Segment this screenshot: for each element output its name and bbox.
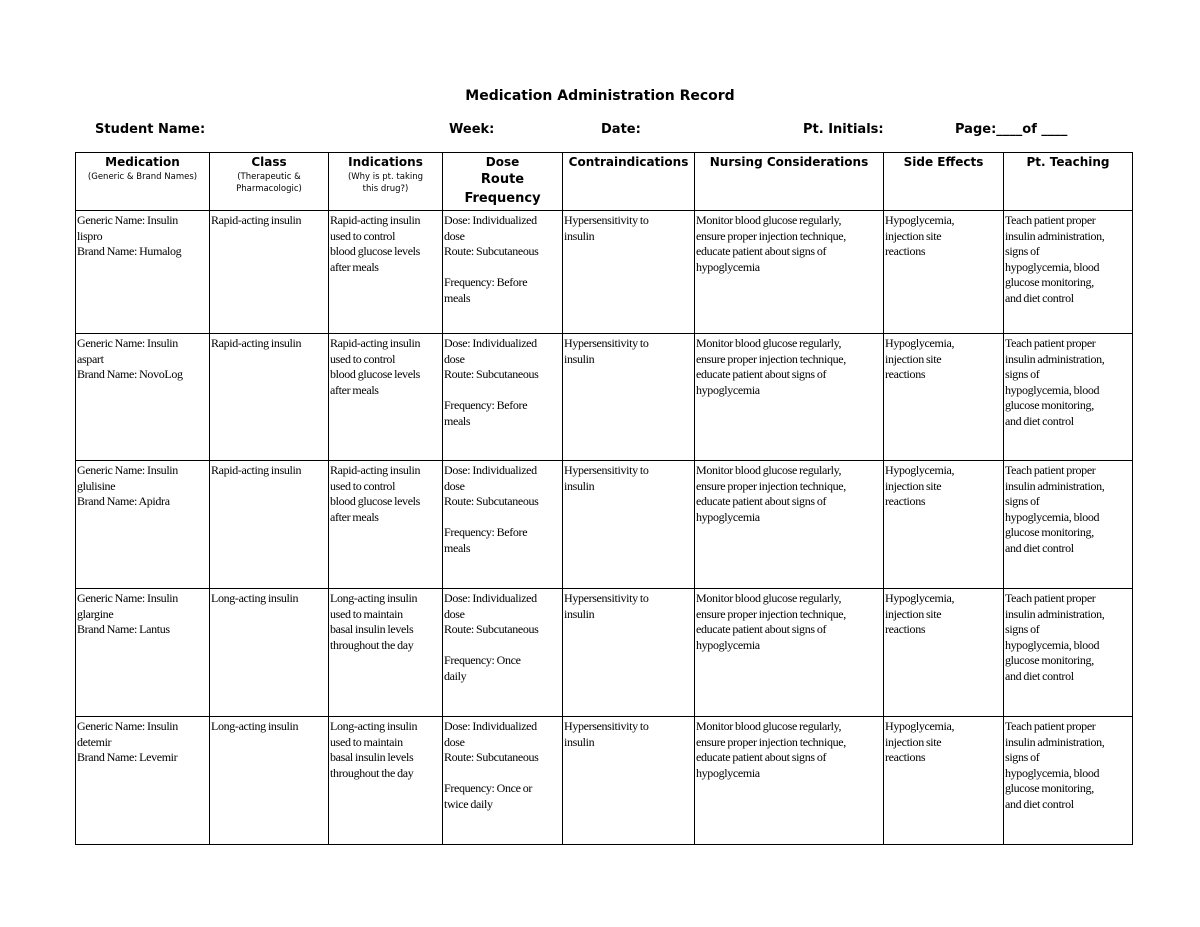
nursing-considerations-cell	[695, 211, 884, 334]
cell-text-line: Frequency: Once or	[444, 781, 532, 796]
cell-text-line: Teach patient proper	[1005, 213, 1096, 227]
cell-text-line: and diet control	[1005, 540, 1074, 555]
cell-text-line: Frequency: Before	[444, 275, 528, 290]
pt-teaching-cell	[1004, 717, 1133, 845]
cell-text-line: hypoglycemia	[696, 259, 760, 274]
cell-text-line: Generic Name: Insulin	[77, 213, 178, 227]
cell-text-line: Monitor blood glucose regularly,	[696, 213, 842, 227]
cell-text-line: after meals	[330, 382, 379, 397]
cell-text-line: ensure proper injection technique,	[696, 478, 846, 493]
pt-teaching-cell	[1004, 211, 1133, 334]
cell-text-line: Generic Name: Insulin	[77, 336, 178, 350]
student-name-label: Student Name:	[95, 122, 206, 137]
col-medication-sublabel: (Generic & Brand Names)	[87, 172, 198, 182]
cell-text-line: reactions	[885, 244, 926, 259]
cell-text-line: dose	[444, 351, 465, 366]
cell-text-line: Brand Name: NovoLog	[77, 367, 183, 382]
pt-teaching-cell	[1004, 461, 1133, 589]
cell-text-line: educate patient about signs of	[696, 750, 827, 765]
indications-cell	[329, 211, 443, 334]
cell-text-line: basal insulin levels	[330, 750, 414, 765]
contraindications-cell	[563, 334, 695, 461]
cell-text-line: hypoglycemia	[696, 509, 760, 524]
cell-text-line: insulin	[564, 734, 595, 749]
cell-text-line: Frequency: Once	[444, 653, 521, 668]
col-frequency-label: Frequency	[464, 191, 541, 206]
col-dose-header	[443, 153, 563, 211]
cell-text-line: Rapid-acting insulin	[330, 463, 421, 477]
side-effects-cell	[884, 334, 1004, 461]
cell-text-line: dose	[444, 228, 465, 243]
table-row	[76, 211, 1133, 334]
contraindications-cell	[563, 461, 695, 589]
medication-table-body	[76, 211, 1133, 845]
col-indications-sublabel: (Why is pt. taking this drug?)	[347, 172, 424, 194]
cell-text-line: Rapid-acting insulin	[211, 336, 302, 350]
cell-text-line: educate patient about signs of	[696, 367, 827, 382]
cell-text-line: and diet control	[1005, 290, 1074, 305]
cell-text-line: ensure proper injection technique,	[696, 734, 846, 749]
cell-text-line: and diet control	[1005, 413, 1074, 428]
cell-text-line: insulin administration,	[1005, 478, 1105, 493]
page-title: Medication Administration Record	[465, 88, 735, 104]
col-contraindications-header	[563, 153, 695, 211]
col-route-label: Route	[480, 172, 525, 187]
cell-text-line: Dose: Individualized	[444, 213, 537, 227]
cell-text-line: glucose monitoring,	[1005, 781, 1094, 796]
cell-text-line: Frequency: Before	[444, 398, 528, 413]
dose-cell	[443, 589, 563, 717]
col-side-effects-header	[884, 153, 1004, 211]
cell-text-line: Long-acting insulin	[330, 719, 418, 733]
table-row	[76, 717, 1133, 845]
cell-text-line: hypoglycemia, blood	[1005, 637, 1100, 652]
cell-text-line: Route: Subcutaneous	[444, 367, 539, 382]
nursing-considerations-cell	[695, 717, 884, 845]
table-row	[76, 461, 1133, 589]
cell-text-line: Brand Name: Humalog	[77, 244, 182, 259]
cell-text-line: Hypersensitivity to	[564, 719, 649, 733]
cell-text-line: educate patient about signs of	[696, 494, 827, 509]
nursing-considerations-cell	[695, 589, 884, 717]
cell-text-line: hypoglycemia, blood	[1005, 259, 1100, 274]
cell-text-line: insulin	[564, 228, 595, 243]
cell-text-line: Brand Name: Apidra	[77, 494, 170, 509]
cell-text-line: Hypersensitivity to	[564, 463, 649, 477]
cell-text-line: insulin	[564, 606, 595, 621]
cell-text-line: Monitor blood glucose regularly,	[696, 336, 842, 350]
spacer	[444, 260, 561, 276]
cell-text-line: Long-acting insulin	[211, 719, 299, 733]
side-effects-cell	[884, 589, 1004, 717]
side-effects-cell	[884, 717, 1004, 845]
cell-text-line: Brand Name: Lantus	[77, 622, 170, 637]
medication-table	[75, 152, 1133, 845]
class-cell	[210, 717, 329, 845]
cell-text-line: Generic Name: Insulin	[77, 719, 178, 733]
cell-text-line: hypoglycemia	[696, 765, 760, 780]
cell-text-line: used to control	[330, 478, 396, 493]
cell-text-line: Route: Subcutaneous	[444, 244, 539, 259]
cell-text-line: insulin administration,	[1005, 351, 1105, 366]
cell-text-line: signs of	[1005, 494, 1040, 509]
cell-text-line: insulin	[564, 351, 595, 366]
cell-text-line: insulin administration,	[1005, 734, 1105, 749]
date-label: Date:	[601, 122, 641, 137]
col-medication-label: Medication	[105, 155, 180, 169]
cell-text-line: after meals	[330, 259, 379, 274]
cell-text-line: basal insulin levels	[330, 622, 414, 637]
col-indications-header	[329, 153, 443, 211]
cell-text-line: used to control	[330, 351, 396, 366]
cell-text-line: Brand Name: Levemir	[77, 750, 178, 765]
cell-text-line: Generic Name: Insulin	[77, 591, 178, 605]
cell-text-line: Hypersensitivity to	[564, 591, 649, 605]
cell-text-line: Dose: Individualized	[444, 463, 537, 477]
cell-text-line: used to maintain	[330, 734, 403, 749]
col-nursing-label: Nursing Considerations	[709, 155, 869, 169]
col-dose-label: Dose	[485, 155, 520, 169]
cell-text-line: hypoglycemia, blood	[1005, 765, 1100, 780]
cell-text-line: Teach patient proper	[1005, 463, 1096, 477]
cell-text-line: Monitor blood glucose regularly,	[696, 463, 842, 477]
col-side-effects-label: Side Effects	[903, 155, 984, 169]
cell-text-line: Hypoglycemia,	[885, 719, 955, 733]
class-cell	[210, 589, 329, 717]
page-number-label: Page:____of ____	[955, 122, 1068, 137]
cell-text-line: Generic Name: Insulin	[77, 463, 178, 477]
cell-text-line: Hypoglycemia,	[885, 213, 955, 227]
cell-text-line: Hypersensitivity to	[564, 336, 649, 350]
cell-text-line: blood glucose levels	[330, 367, 420, 382]
side-effects-cell	[884, 211, 1004, 334]
dose-cell	[443, 211, 563, 334]
cell-text-line: signs of	[1005, 750, 1040, 765]
dose-cell	[443, 461, 563, 589]
cell-text-line: signs of	[1005, 244, 1040, 259]
side-effects-cell	[884, 461, 1004, 589]
spacer	[444, 638, 561, 654]
cell-text-line: used to maintain	[330, 606, 403, 621]
indications-cell	[329, 334, 443, 461]
cell-text-line: blood glucose levels	[330, 244, 420, 259]
cell-text-line: Hypoglycemia,	[885, 463, 955, 477]
cell-text-line: Route: Subcutaneous	[444, 494, 539, 509]
cell-text-line: hypoglycemia	[696, 637, 760, 652]
cell-text-line: Teach patient proper	[1005, 719, 1096, 733]
class-cell	[210, 334, 329, 461]
cell-text-line: daily	[444, 668, 467, 683]
cell-text-line: Rapid-acting insulin	[211, 463, 302, 477]
col-teaching-label: Pt. Teaching	[1026, 155, 1110, 169]
cell-text-line: Monitor blood glucose regularly,	[696, 591, 842, 605]
cell-text-line: dose	[444, 478, 465, 493]
cell-text-line: Rapid-acting insulin	[330, 213, 421, 227]
indications-cell	[329, 589, 443, 717]
cell-text-line: aspart	[77, 351, 104, 366]
cell-text-line: blood glucose levels	[330, 494, 420, 509]
cell-text-line: reactions	[885, 622, 926, 637]
cell-text-line: Hypoglycemia,	[885, 336, 955, 350]
cell-text-line: insulin administration,	[1005, 228, 1105, 243]
pt-teaching-cell	[1004, 589, 1133, 717]
col-class-label: Class	[251, 155, 287, 169]
cell-text-line: Monitor blood glucose regularly,	[696, 719, 842, 733]
cell-text-line: injection site	[885, 478, 942, 493]
cell-text-line: meals	[444, 413, 471, 428]
col-contraindications-label: Contraindications	[568, 155, 689, 169]
contraindications-cell	[563, 717, 695, 845]
cell-text-line: Long-acting insulin	[211, 591, 299, 605]
table-header-row	[76, 153, 1133, 211]
cell-text-line: ensure proper injection technique,	[696, 606, 846, 621]
col-nursing-header	[695, 153, 884, 211]
spacer	[444, 510, 561, 526]
nursing-considerations-cell	[695, 461, 884, 589]
cell-text-line: lispro	[77, 228, 103, 243]
medication-cell	[76, 211, 210, 334]
cell-text-line: reactions	[885, 494, 926, 509]
cell-text-line: dose	[444, 606, 465, 621]
week-label: Week:	[449, 122, 495, 137]
pt-teaching-cell	[1004, 334, 1133, 461]
cell-text-line: injection site	[885, 351, 942, 366]
cell-text-line: detemir	[77, 734, 112, 749]
cell-text-line: ensure proper injection technique,	[696, 228, 846, 243]
cell-text-line: throughout the day	[330, 637, 414, 652]
cell-text-line: and diet control	[1005, 796, 1074, 811]
pt-initials-label: Pt. Initials:	[803, 122, 884, 137]
dose-cell	[443, 717, 563, 845]
table-row	[76, 589, 1133, 717]
cell-text-line: reactions	[885, 750, 926, 765]
cell-text-line: Rapid-acting insulin	[330, 336, 421, 350]
medication-cell	[76, 589, 210, 717]
contraindications-cell	[563, 211, 695, 334]
cell-text-line: Dose: Individualized	[444, 591, 537, 605]
col-medication-header	[76, 153, 210, 211]
col-teaching-header	[1004, 153, 1133, 211]
table-row	[76, 334, 1133, 461]
class-cell	[210, 211, 329, 334]
cell-text-line: glulisine	[77, 478, 116, 493]
medication-cell	[76, 334, 210, 461]
cell-text-line: reactions	[885, 367, 926, 382]
spacer	[444, 383, 561, 399]
cell-text-line: Teach patient proper	[1005, 591, 1096, 605]
cell-text-line: ensure proper injection technique,	[696, 351, 846, 366]
cell-text-line: educate patient about signs of	[696, 244, 827, 259]
cell-text-line: Long-acting insulin	[330, 591, 418, 605]
col-class-header	[210, 153, 329, 211]
cell-text-line: Route: Subcutaneous	[444, 750, 539, 765]
cell-text-line: Hypersensitivity to	[564, 213, 649, 227]
cell-text-line: twice daily	[444, 796, 493, 811]
cell-text-line: meals	[444, 290, 471, 305]
indications-cell	[329, 461, 443, 589]
cell-text-line: glucose monitoring,	[1005, 398, 1094, 413]
class-cell	[210, 461, 329, 589]
cell-text-line: dose	[444, 734, 465, 749]
cell-text-line: Dose: Individualized	[444, 336, 537, 350]
cell-text-line: insulin administration,	[1005, 606, 1105, 621]
cell-text-line: glucose monitoring,	[1005, 275, 1094, 290]
cell-text-line: hypoglycemia, blood	[1005, 382, 1100, 397]
cell-text-line: hypoglycemia	[696, 382, 760, 397]
cell-text-line: glucose monitoring,	[1005, 525, 1094, 540]
cell-text-line: glucose monitoring,	[1005, 653, 1094, 668]
cell-text-line: throughout the day	[330, 765, 414, 780]
medication-cell	[76, 461, 210, 589]
cell-text-line: hypoglycemia, blood	[1005, 509, 1100, 524]
spacer	[444, 766, 561, 782]
dose-cell	[443, 334, 563, 461]
cell-text-line: signs of	[1005, 367, 1040, 382]
cell-text-line: meals	[444, 540, 471, 555]
cell-text-line: Teach patient proper	[1005, 336, 1096, 350]
cell-text-line: insulin	[564, 478, 595, 493]
cell-text-line: used to control	[330, 228, 396, 243]
cell-text-line: Dose: Individualized	[444, 719, 537, 733]
nursing-considerations-cell	[695, 334, 884, 461]
cell-text-line: injection site	[885, 228, 942, 243]
cell-text-line: injection site	[885, 734, 942, 749]
cell-text-line: glargine	[77, 606, 114, 621]
indications-cell	[329, 717, 443, 845]
contraindications-cell	[563, 589, 695, 717]
cell-text-line: Rapid-acting insulin	[211, 213, 302, 227]
cell-text-line: and diet control	[1005, 668, 1074, 683]
cell-text-line: after meals	[330, 509, 379, 524]
col-class-sublabel: (Therapeutic & Pharmacologic)	[236, 172, 302, 194]
cell-text-line: signs of	[1005, 622, 1040, 637]
cell-text-line: injection site	[885, 606, 942, 621]
medication-cell	[76, 717, 210, 845]
cell-text-line: Hypoglycemia,	[885, 591, 955, 605]
col-indications-label: Indications	[348, 155, 423, 169]
cell-text-line: educate patient about signs of	[696, 622, 827, 637]
cell-text-line: Frequency: Before	[444, 525, 528, 540]
cell-text-line: Route: Subcutaneous	[444, 622, 539, 637]
